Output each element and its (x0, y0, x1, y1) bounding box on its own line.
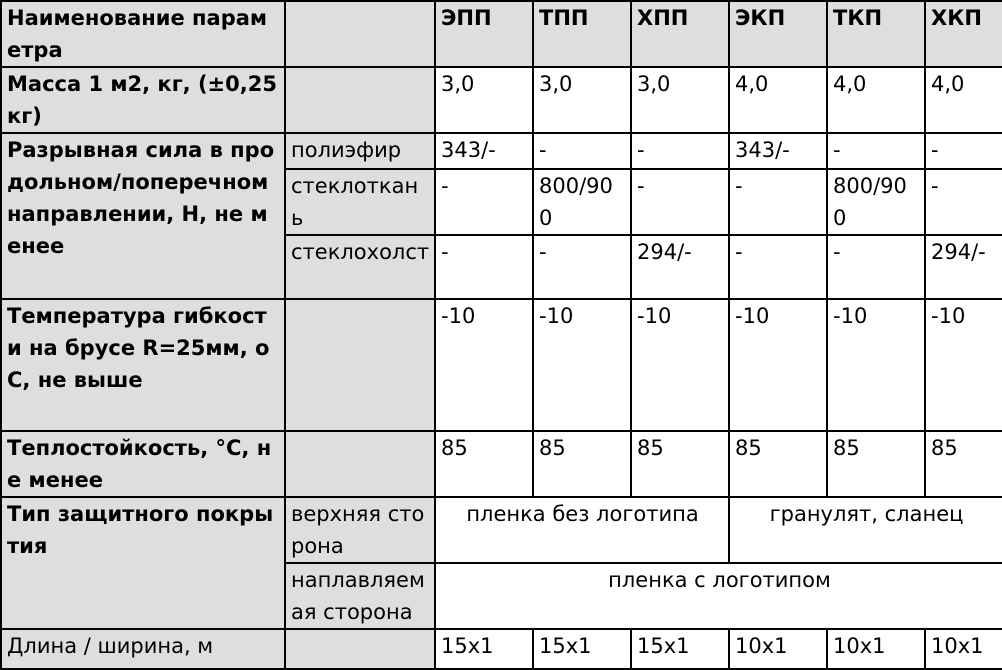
coating-bottom-value: пленка с логотипом (435, 563, 1002, 629)
tensile-value: - (925, 169, 1002, 235)
heat-value: 85 (533, 431, 631, 497)
mass-value: 3,0 (631, 67, 729, 133)
heat-value: 85 (631, 431, 729, 497)
mass-row (1, 67, 1002, 133)
tensile-label: Разрывная сила в продольном/поперечном направлении, Н, не менее (1, 133, 285, 299)
size-value: 10x1 (925, 629, 1002, 669)
tensile-value: - (729, 169, 827, 235)
size-sub-cell (285, 629, 435, 669)
coating-top-right-value: гранулят, сланец (729, 497, 1002, 563)
heat-sub-cell (285, 431, 435, 497)
tensile-sub-fiberglass-fabric: стеклоткань (285, 169, 435, 235)
heat-value: 85 (925, 431, 1002, 497)
tensile-row-polyester (1, 133, 1002, 169)
coating-row-top (1, 497, 1002, 563)
header-col-tpp: ТПП (533, 1, 631, 67)
mass-value: 4,0 (729, 67, 827, 133)
header-row (1, 1, 1002, 67)
tensile-value: 343/- (435, 133, 533, 169)
mass-value: 3,0 (533, 67, 631, 133)
flexibility-value: -10 (827, 299, 925, 431)
flexibility-row (1, 299, 1002, 431)
mass-value: 4,0 (925, 67, 1002, 133)
coating-sub-top: верхняя сторона (285, 497, 435, 563)
heat-value: 85 (435, 431, 533, 497)
tensile-value: - (827, 235, 925, 299)
tensile-value: 800/900 (827, 169, 925, 235)
mass-value: 4,0 (827, 67, 925, 133)
flexibility-value: -10 (631, 299, 729, 431)
header-col-ekp: ЭКП (729, 1, 827, 67)
heat-value: 85 (827, 431, 925, 497)
coating-label: Тип защитного покрытия (1, 497, 285, 629)
coating-top-left-value: пленка без логотипа (435, 497, 729, 563)
size-label: Длина / ширина, м (1, 629, 285, 669)
tensile-value: - (729, 235, 827, 299)
flexibility-value: -10 (533, 299, 631, 431)
tensile-value: 343/- (729, 133, 827, 169)
tensile-value: 294/- (631, 235, 729, 299)
tensile-sub-fiberglass-mat: стеклохолст (285, 235, 435, 299)
mass-value: 3,0 (435, 67, 533, 133)
size-value: 15x1 (533, 629, 631, 669)
mass-sub-cell (285, 67, 435, 133)
tensile-value: - (435, 235, 533, 299)
size-value: 15x1 (631, 629, 729, 669)
tensile-value: - (631, 133, 729, 169)
header-col-epp: ЭПП (435, 1, 533, 67)
size-row (1, 629, 1002, 669)
size-value: 10x1 (827, 629, 925, 669)
tensile-sub-polyester: полиэфир (285, 133, 435, 169)
tensile-value: - (435, 169, 533, 235)
heat-value: 85 (729, 431, 827, 497)
heat-label: Теплостойкость, °С, не менее (1, 431, 285, 497)
tensile-value: - (925, 133, 1002, 169)
tensile-value: 800/900 (533, 169, 631, 235)
size-value: 10x1 (729, 629, 827, 669)
tensile-value: - (533, 133, 631, 169)
coating-sub-bottom: наплавляемая сторона (285, 563, 435, 629)
flexibility-value: -10 (435, 299, 533, 431)
flexibility-label: Температура гибкости на брусе R=25мм, оС, не выше (1, 299, 285, 431)
tensile-value: - (533, 235, 631, 299)
header-sub-cell (285, 1, 435, 67)
tensile-value: - (827, 133, 925, 169)
header-param-cell: Наименование параметра (1, 1, 285, 67)
header-col-hpp: ХПП (631, 1, 729, 67)
size-value: 15x1 (435, 629, 533, 669)
mass-label: Масса 1 м2, кг, (±0,25 кг) (1, 67, 285, 133)
flexibility-value: -10 (729, 299, 827, 431)
tensile-value: - (631, 169, 729, 235)
flexibility-sub-cell (285, 299, 435, 431)
header-col-hkp: ХКП (925, 1, 1002, 67)
flexibility-value: -10 (925, 299, 1002, 431)
heat-row (1, 431, 1002, 497)
header-col-tkp: ТКП (827, 1, 925, 67)
tensile-value: 294/- (925, 235, 1002, 299)
